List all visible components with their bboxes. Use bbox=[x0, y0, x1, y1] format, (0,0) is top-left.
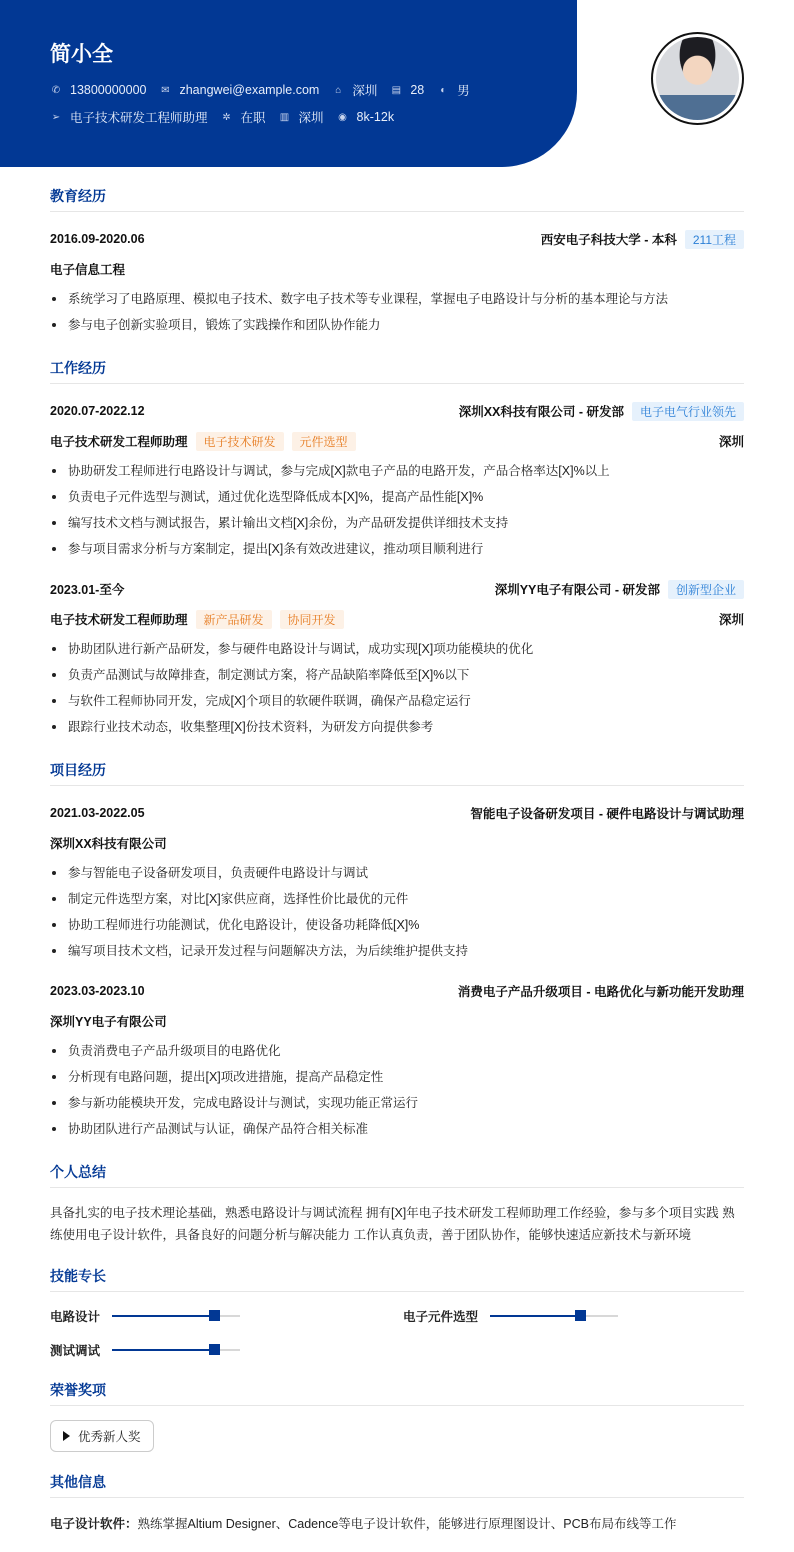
section-title: 教育经历 bbox=[50, 186, 744, 212]
award-label: 优秀新人奖 bbox=[78, 1430, 141, 1444]
project-company: 深圳YY电子有限公司 bbox=[50, 1015, 167, 1029]
list-item: 协助团队进行新产品研发，参与硬件电路设计与调试，成功实现[X]项功能模块的优化 bbox=[50, 636, 744, 662]
major: 电子信息工程 bbox=[50, 263, 126, 277]
skill-name: 电路设计 bbox=[50, 1310, 101, 1324]
project-name: 消费电子产品升级项目 - 电路优化与新功能开发助理 bbox=[457, 985, 744, 999]
list-item: 编写技术文档与测试报告，累计输出文档[X]余份，为产品研发提供详细技术支持 bbox=[50, 510, 744, 536]
skill-name: 电子元件选型 bbox=[403, 1310, 479, 1324]
summary-section bbox=[50, 1162, 744, 1246]
edu-period: 2016.09-2020.06 bbox=[50, 232, 145, 246]
skill-level-handle bbox=[209, 1310, 220, 1321]
work-item bbox=[50, 576, 744, 740]
candidate-name: 简小全 bbox=[50, 43, 113, 66]
skill-level-handle bbox=[209, 1344, 220, 1355]
contact-row bbox=[50, 81, 483, 99]
role: 电子技术研发工程师助理 bbox=[50, 435, 188, 449]
location: 深圳 bbox=[718, 613, 744, 627]
age-icon: ▤ bbox=[391, 84, 402, 96]
section-title: 个人总结 bbox=[50, 1162, 744, 1188]
send-icon: ➢ bbox=[51, 111, 61, 123]
work-period: 2023.01-至今 bbox=[50, 583, 125, 597]
company-tag: 创新型企业 bbox=[668, 580, 744, 599]
list-item: 参与智能电子设备研发项目，负责硬件电路设计与调试 bbox=[50, 860, 744, 886]
section-title: 项目经历 bbox=[50, 760, 744, 786]
phone-icon: ✆ bbox=[51, 84, 61, 96]
company-tag: 电子电气行业领先 bbox=[632, 402, 744, 421]
other-text: 熟练掌握Altium Designer、Cadence等电子设计软件，能够进行原理图设计、PCB布局布线等工作 bbox=[137, 1517, 677, 1531]
project-item bbox=[50, 800, 744, 964]
list-item: 系统学习了电路原理、模拟电子技术、数字电子技术等专业课程，掌握电子电路设计与分析的基本理论与方法 bbox=[50, 286, 744, 312]
school-tag: 211工程 bbox=[685, 230, 744, 249]
other-label: 电子设计软件： bbox=[50, 1517, 138, 1531]
resume-header bbox=[0, 0, 577, 167]
list-item: 分析现有电路问题，提出[X]项改进措施，提高产品稳定性 bbox=[50, 1064, 744, 1090]
play-icon bbox=[63, 1431, 70, 1441]
project-period: 2023.03-2023.10 bbox=[50, 984, 145, 998]
gender: 男 bbox=[457, 84, 470, 98]
list-item: 制定元件选型方案，对比[X]家供应商，选择性价比最优的元件 bbox=[50, 886, 744, 912]
list-item: 协助研发工程师进行电路设计与调试，参与完成[X]款电子产品的电路开发，产品合格率达[X]%以上 bbox=[50, 458, 744, 484]
city: 深圳 bbox=[352, 84, 378, 98]
work-period: 2020.07-2022.12 bbox=[50, 404, 145, 418]
age: 28 bbox=[410, 83, 425, 97]
skill-item bbox=[50, 1340, 403, 1360]
work-section bbox=[50, 358, 744, 740]
skill-name: 测试调试 bbox=[50, 1344, 101, 1358]
list-item: 参与新功能模块开发，完成电路设计与测试，实现功能正常运行 bbox=[50, 1090, 744, 1116]
project-name: 智能电子设备研发项目 - 硬件电路设计与调试助理 bbox=[470, 807, 744, 821]
status: 在职 bbox=[240, 111, 266, 125]
skill-tag: 新产品研发 bbox=[196, 610, 272, 629]
list-item: 与软件工程师协同开发，完成[X]个项目的软硬件联调，确保产品稳定运行 bbox=[50, 688, 744, 714]
project-period: 2021.03-2022.05 bbox=[50, 806, 145, 820]
skill-tag: 元件选型 bbox=[292, 432, 356, 451]
school: 西安电子科技大学 - 本科 bbox=[540, 233, 677, 247]
status-icon: ✲ bbox=[222, 111, 231, 123]
section-title: 技能专长 bbox=[50, 1266, 744, 1292]
list-item: 负责消费电子产品升级项目的电路优化 bbox=[50, 1038, 744, 1064]
building-icon: ▥ bbox=[279, 111, 290, 123]
salary-icon: ◉ bbox=[338, 111, 347, 123]
list-item: 跟踪行业技术动态，收集整理[X]份技术资料，为研发方向提供参考 bbox=[50, 714, 744, 740]
list-item: 编写项目技术文档，记录开发过程与问题解决方法，为后续维护提供支持 bbox=[50, 938, 744, 964]
list-item: 协助工程师进行功能测试，优化电路设计，使设备功耗降低[X]% bbox=[50, 912, 744, 938]
skill-level-handle bbox=[575, 1310, 586, 1321]
home-icon: ⌂ bbox=[335, 84, 342, 96]
project-section bbox=[50, 760, 744, 1142]
section-title: 其他信息 bbox=[50, 1472, 744, 1498]
avatar bbox=[651, 32, 744, 125]
skill-level-bar bbox=[112, 1349, 240, 1351]
skill-level-bar bbox=[490, 1315, 618, 1317]
list-item: 参与电子创新实验项目，锻炼了实践操作和团队协作能力 bbox=[50, 312, 744, 338]
company: 深圳XX科技有限公司 - 研发部 bbox=[458, 405, 624, 419]
salary: 8k-12k bbox=[356, 110, 395, 124]
skills-section bbox=[50, 1266, 744, 1360]
project-item bbox=[50, 978, 744, 1142]
company: 深圳YY电子有限公司 - 研发部 bbox=[494, 583, 660, 597]
mail-icon: ✉ bbox=[161, 84, 170, 96]
skill-tag: 电子技术研发 bbox=[196, 432, 284, 451]
job-intent-row bbox=[50, 108, 407, 126]
list-item: 参与项目需求分析与方案制定，提出[X]条有效改进建议，推动项目顺利进行 bbox=[50, 536, 744, 562]
location: 深圳 bbox=[718, 435, 744, 449]
section-title: 荣誉奖项 bbox=[50, 1380, 744, 1406]
work-item bbox=[50, 398, 744, 562]
role: 电子技术研发工程师助理 bbox=[50, 613, 188, 627]
email: zhangwei@example.com bbox=[179, 83, 320, 97]
skill-tag: 协同开发 bbox=[280, 610, 344, 629]
phone: 13800000000 bbox=[70, 83, 147, 97]
award-item[interactable] bbox=[50, 1420, 154, 1452]
awards-section bbox=[50, 1380, 744, 1452]
list-item: 负责电子元件选型与测试，通过优化选型降低成本[X]%，提高产品性能[X]% bbox=[50, 484, 744, 510]
summary-text: 具备扎实的电子技术理论基础，熟悉电路设计与调试流程 拥有[X]年电子技术研发工程师助理工作经验，参与多个项目实践 熟练使用电子设计软件，具备良好的问题分析与解决能力 工作认真负责，善于团队协作，能够快速适应新技术与新环境 bbox=[50, 1206, 735, 1242]
skill-level-bar bbox=[112, 1315, 240, 1317]
section-title: 工作经历 bbox=[50, 358, 744, 384]
education-section bbox=[50, 186, 744, 338]
skill-level-fill bbox=[112, 1349, 214, 1351]
gender-icon: ◐ bbox=[440, 84, 447, 96]
skill-item bbox=[403, 1306, 744, 1326]
list-item: 负责产品测试与故障排查，制定测试方案，将产品缺陷率降低至[X]%以下 bbox=[50, 662, 744, 688]
other-section bbox=[50, 1472, 744, 1532]
target-city: 深圳 bbox=[298, 111, 324, 125]
skill-level-fill bbox=[490, 1315, 580, 1317]
list-item: 协助团队进行产品测试与认证，确保产品符合相关标准 bbox=[50, 1116, 744, 1142]
skill-item bbox=[50, 1306, 403, 1326]
skill-level-fill bbox=[112, 1315, 214, 1317]
project-company: 深圳XX科技有限公司 bbox=[50, 837, 167, 851]
position: 电子技术研发工程师助理 bbox=[70, 111, 208, 125]
